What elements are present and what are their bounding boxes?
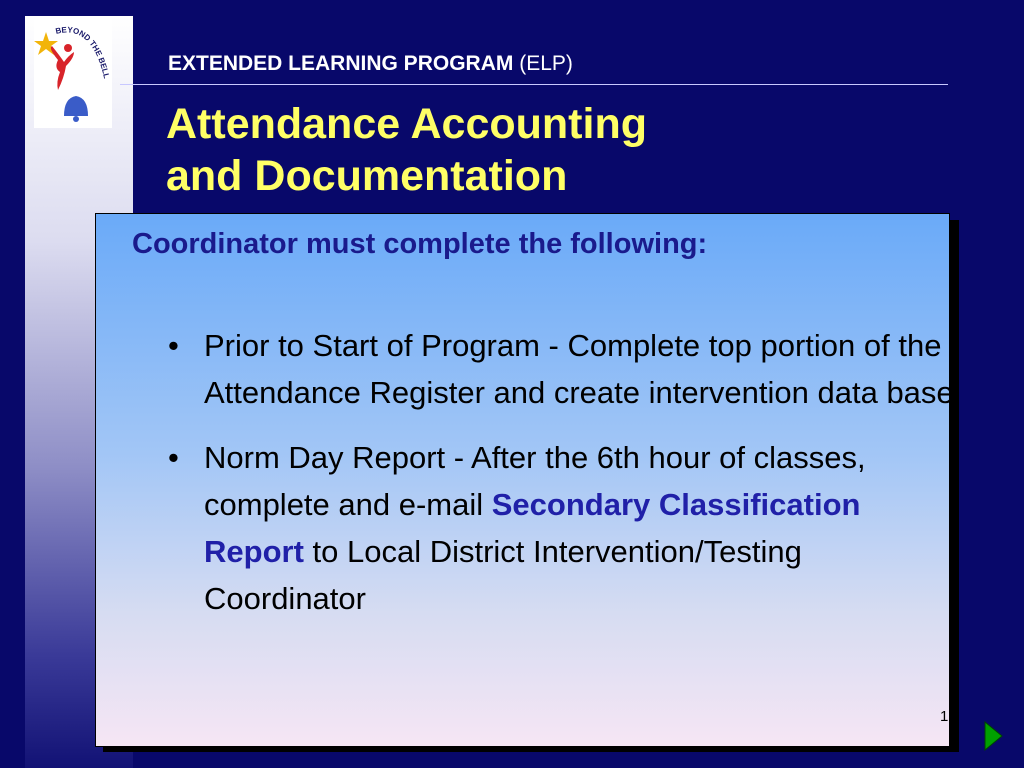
page-number: 17 — [940, 708, 957, 725]
header-divider — [120, 84, 948, 85]
program-header — [168, 52, 573, 76]
slide-title-line2: and Documentation — [166, 152, 568, 200]
panel-heading: Coordinator must complete the following: — [132, 228, 708, 260]
program-abbr: (ELP) — [519, 52, 573, 75]
program-name: EXTENDED LEARNING PROGRAM — [168, 52, 514, 75]
bullet-list — [164, 322, 954, 640]
content-panel — [95, 213, 954, 747]
bullet-symbol: • — [168, 440, 179, 475]
bullet-item-prior-to-start — [164, 322, 954, 416]
logo-text: BEYOND THE BELL — [54, 25, 112, 80]
slide-title — [166, 98, 946, 202]
beyond-the-bell-logo — [34, 16, 112, 128]
bullet-text-before: Norm Day Report - After the 6th hour of classes, complete and e-mail — [204, 440, 866, 522]
bullet-item-norm-day — [164, 434, 954, 622]
slide-title-line1: Attendance Accounting — [166, 100, 647, 148]
report-name-emphasis: Secondary Classification Report — [204, 487, 861, 569]
next-slide-button[interactable] — [982, 720, 1004, 752]
figure-icon — [51, 46, 74, 90]
bullet-text-after: to Local District Intervention/Testing Coordinator — [204, 534, 802, 616]
next-arrow-icon — [985, 722, 1002, 750]
bell-icon — [64, 96, 88, 116]
bullet-text: Prior to Start of Program - Complete top portion of the Attendance Register and create intervention data base — [204, 328, 954, 410]
bullet-symbol: • — [168, 328, 179, 363]
